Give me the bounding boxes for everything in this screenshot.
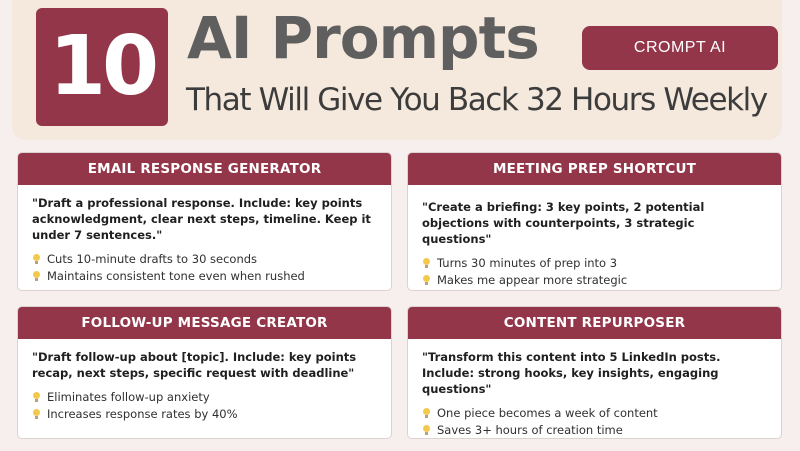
lightbulb-icon — [32, 254, 41, 265]
list-item — [32, 389, 377, 406]
header-banner — [12, 0, 782, 140]
lightbulb-icon — [422, 425, 431, 436]
bullet-text: One piece becomes a week of content — [437, 406, 658, 420]
card-heading: CONTENT REPURPOSER — [408, 307, 781, 339]
list-item — [422, 272, 767, 289]
card-bullets — [422, 255, 767, 289]
card-bullets — [422, 405, 767, 439]
bullet-text: Maintains consistent tone even when rushed — [47, 269, 305, 283]
card-prompt: "Transform this content into 5 LinkedIn posts. Include: strong hooks, key insights, engaging questions" — [422, 350, 721, 396]
lightbulb-icon — [32, 392, 41, 403]
card-prompt: "Draft a professional response. Include: key points acknowledgment, clear next steps, timeline. Keep it under 7 sentences." — [32, 196, 371, 242]
card-prompt: "Create a briefing: 3 key points, 2 potential objections with counterpoints, 3 strategic questions" — [422, 200, 705, 246]
card-bullets — [32, 389, 377, 423]
bullet-text: Cuts 10-minute drafts to 30 seconds — [47, 252, 258, 266]
card-content-repurposer — [407, 306, 782, 439]
lightbulb-icon — [422, 408, 431, 419]
list-item — [32, 268, 377, 285]
bullet-text: Eliminates follow-up anxiety — [47, 390, 210, 404]
card-heading: FOLLOW-UP MESSAGE CREATOR — [18, 307, 391, 339]
card-heading: EMAIL RESPONSE GENERATOR — [18, 153, 391, 185]
card-follow-up-message-creator — [17, 306, 392, 439]
list-item — [422, 422, 767, 439]
card-heading: MEETING PREP SHORTCUT — [408, 153, 781, 185]
list-item — [32, 406, 377, 423]
card-bullets — [32, 251, 377, 285]
bullet-text: Saves 3+ hours of creation time — [437, 423, 623, 437]
number-badge: 10 — [36, 8, 168, 126]
brand-badge: CROMPT AI — [582, 26, 778, 70]
card-meeting-prep-shortcut — [407, 152, 782, 291]
list-item — [422, 255, 767, 272]
list-item — [422, 405, 767, 422]
card-email-response-generator — [17, 152, 392, 291]
lightbulb-icon — [422, 258, 431, 269]
lightbulb-icon — [32, 409, 41, 420]
card-prompt: "Draft follow-up about [topic]. Include: key points recap, next steps, specific request with deadline" — [32, 350, 357, 380]
bullet-text: Makes me appear more strategic — [437, 273, 628, 287]
list-item — [32, 251, 377, 268]
page-title: AI Prompts — [187, 4, 539, 72]
lightbulb-icon — [422, 275, 431, 286]
page-subtitle: That Will Give You Back 32 Hours Weekly — [186, 82, 767, 118]
lightbulb-icon — [32, 271, 41, 282]
bullet-text: Turns 30 minutes of prep into 3 — [437, 256, 618, 270]
bullet-text: Increases response rates by 40% — [47, 407, 238, 421]
